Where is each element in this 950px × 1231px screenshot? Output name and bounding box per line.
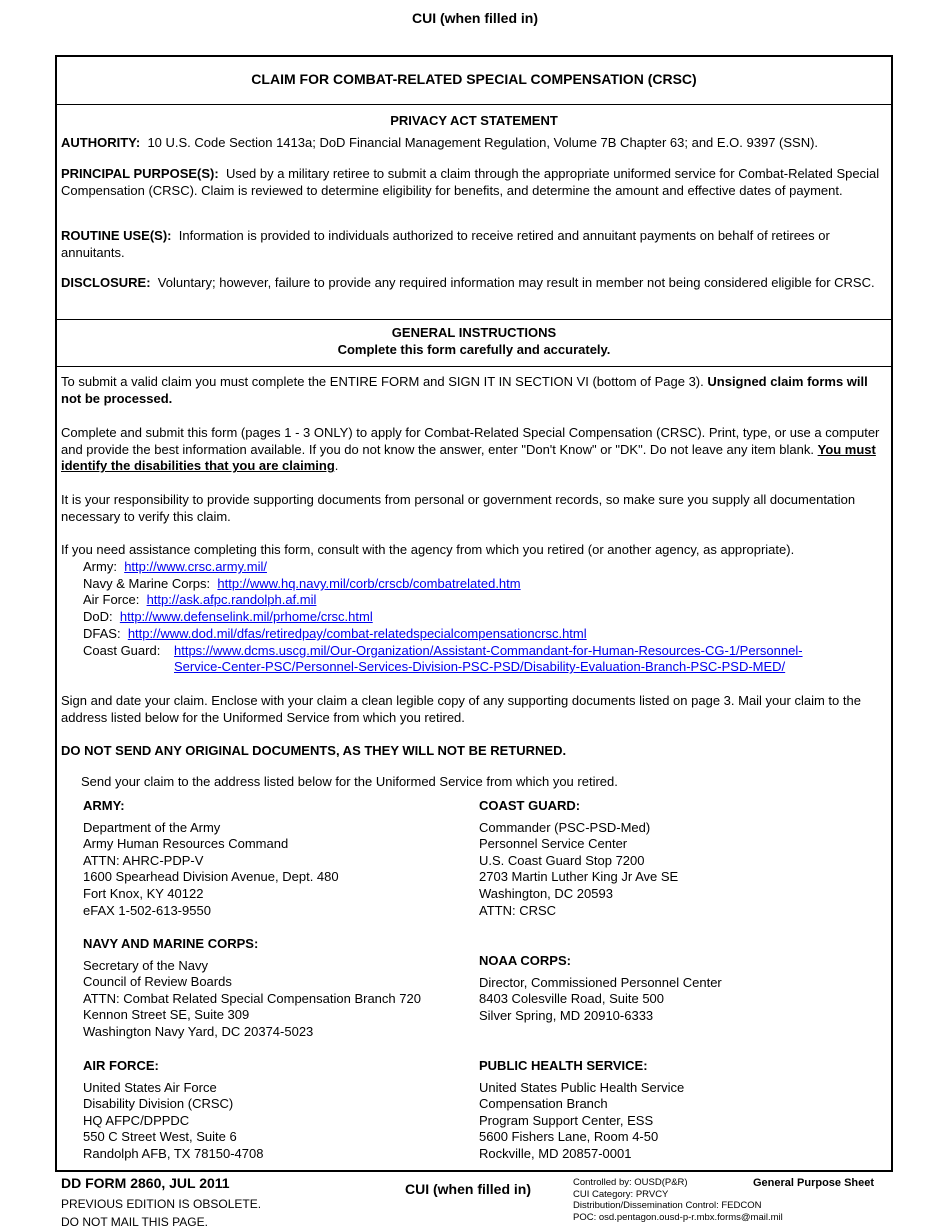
disclosure-label: DISCLOSURE: — [61, 275, 151, 290]
routine-text: Information is provided to individuals authorized to receive retired and annuitant payments on behalf of retirees or annuitants. — [61, 228, 830, 260]
coast-guard-line: U.S. Coast Guard Stop 7200 — [479, 852, 645, 868]
army-line: Fort Knox, KY 40122 — [83, 885, 204, 901]
general-purpose-label: General Purpose Sheet — [753, 1177, 875, 1189]
link-row-dfas — [83, 626, 587, 643]
army-address-block — [83, 798, 473, 919]
army-line: Army Human Resources Command — [83, 836, 289, 852]
obsolete-notice: PREVIOUS EDITION IS OBSOLETE. — [61, 1197, 262, 1211]
coast-guard-line: 2703 Martin Luther King Jr Ave SE — [479, 869, 679, 885]
link-label-navy: Navy & Marine Corps: — [83, 576, 211, 591]
navy-line: Secretary of the Navy — [83, 957, 208, 973]
navy-address-block — [83, 936, 473, 1041]
noaa-heading: NOAA CORPS: — [479, 953, 571, 968]
air-force-address-block — [83, 1058, 473, 1163]
instruction-p3: It is your responsibility to provide supporting documents from personal or government records, so make sure you supply all documentation necessary to verify this claim. — [61, 492, 856, 524]
air-force-line: HQ AFPC/DPPDC — [83, 1112, 190, 1128]
link-navy[interactable]: http://www.hq.navy.mil/corb/crscb/combatrelated.htm — [217, 576, 521, 591]
instruction-p2-text: Complete and submit this form (pages 1 - 3 ONLY) to apply for Combat-Related Special Compensation (CRSC). Print, type, or use a computer and provide the best information available. If you do not know the answer, enter "Don't Know" or "DK". Do not leave any item blank. — [61, 425, 880, 457]
form-frame — [55, 55, 893, 1172]
public-health-address-block — [479, 1058, 879, 1163]
link-row-air-force — [83, 592, 316, 609]
coast-guard-line: ATTN: CRSC — [479, 902, 557, 918]
divider — [57, 104, 891, 105]
coast-guard-line: Personnel Service Center — [479, 836, 628, 852]
disclosure-text: Voluntary; however, failure to provide any required information may result in member not being considered eligible for CRSC. — [157, 275, 875, 290]
noaa-line: 8403 Colesville Road, Suite 500 — [479, 991, 665, 1007]
noaa-address-block — [479, 953, 879, 1024]
army-line: ATTN: AHRC-PDP-V — [83, 852, 204, 868]
purpose-paragraph — [61, 166, 889, 199]
public-health-line: Compensation Branch — [479, 1096, 608, 1112]
noaa-line: Director, Commissioned Personnel Center — [479, 974, 722, 990]
navy-line: ATTN: Combat Related Special Compensation Branch 720 — [83, 990, 421, 1006]
cui-footer: CUI (when filled in) — [405, 1181, 531, 1197]
navy-heading: NAVY AND MARINE CORPS: — [83, 936, 259, 951]
public-health-heading: PUBLIC HEALTH SERVICE: — [479, 1058, 648, 1073]
divider — [57, 319, 891, 320]
instruction-p1-bold: Unsigned claim forms will not be processed. — [61, 374, 868, 406]
instructions-heading: GENERAL INSTRUCTIONS — [391, 325, 557, 340]
public-health-line: 5600 Fishers Lane, Room 4-50 — [479, 1129, 659, 1145]
link-label-dod: DoD: — [83, 609, 113, 624]
army-line: eFAX 1-502-613-9550 — [83, 902, 211, 918]
link-row-coast-guard — [83, 643, 160, 660]
coast-guard-address-block — [479, 798, 879, 919]
army-line: Department of the Army — [83, 819, 221, 835]
routine-label: ROUTINE USE(S): — [61, 228, 172, 243]
instruction-p2-underline: You must identify the disabilities that you are claiming — [61, 441, 876, 474]
instruction-p2-end: . — [334, 458, 339, 474]
air-force-line: 550 C Street West, Suite 6 — [83, 1129, 237, 1145]
purpose-text: Used by a military retiree to submit a claim through the appropriate uniformed service for Combat-Related Special Compensation (CRSC). Claim is reviewed to determine eligibility for benefits, and determine the amount and effective dates of payment. — [61, 166, 880, 198]
coast-guard-line: Commander (PSC-PSD-Med) — [479, 819, 651, 835]
instruction-p5: Sign and date your claim. Enclose with your claim a clean legible copy of any supporting documents listed on page 3. Mail your claim to the address listed below for the Uniformed Service from which you retired. — [61, 693, 861, 725]
divider — [57, 366, 891, 367]
army-line: 1600 Spearhead Division Avenue, Dept. 480 — [83, 869, 339, 885]
link-label-coast-guard: Coast Guard: — [83, 643, 161, 658]
link-coast-guard-line1[interactable]: https://www.dcms.uscg.mil/Our-Organization/Assistant-Commandant-for-Human-Resources-CG-1/Personnel- — [174, 643, 803, 658]
form-title: CLAIM FOR COMBAT-RELATED SPECIAL COMPENSATION (CRSC) — [251, 71, 697, 87]
link-row-army — [83, 559, 267, 576]
disclosure-paragraph — [61, 275, 889, 292]
purpose-label: PRINCIPAL PURPOSE(S): — [61, 166, 219, 181]
navy-line: Washington Navy Yard, DC 20374-5023 — [83, 1023, 314, 1039]
controlled-by: Controlled by: OUSD(P&R) — [573, 1177, 688, 1188]
link-row-navy — [83, 576, 521, 593]
send-to-instruction: Send your claim to the address listed below for the Uniformed Service from which you retired. — [81, 774, 618, 789]
link-dod[interactable]: http://www.defenselink.mil/prhome/crsc.html — [119, 609, 373, 624]
cui-category: CUI Category: PRVCY — [573, 1188, 669, 1200]
air-force-line: United States Air Force — [83, 1079, 217, 1095]
link-dfas[interactable]: http://www.dod.mil/dfas/retiredpay/combat-relatedspecialcompensationcrsc.html — [127, 626, 587, 641]
cui-header: CUI (when filled in) — [412, 10, 538, 26]
noaa-line: Silver Spring, MD 20910-6333 — [479, 1007, 654, 1023]
authority-paragraph — [61, 135, 889, 152]
original-documents-warning: DO NOT SEND ANY ORIGINAL DOCUMENTS, AS THEY WILL NOT BE RETURNED. — [61, 743, 567, 758]
form-identifier: DD FORM 2860, JUL 2011 — [61, 1175, 230, 1191]
instructions-subheading: Complete this form carefully and accurately. — [337, 342, 611, 357]
coast-guard-line: Washington, DC 20593 — [479, 885, 613, 901]
link-air-force[interactable]: http://ask.afpc.randolph.af.mil — [146, 592, 317, 607]
public-health-line: Rockville, MD 20857-0001 — [479, 1145, 632, 1161]
routine-paragraph — [61, 228, 889, 261]
navy-line: Council of Review Boards — [83, 974, 232, 990]
instruction-p4: If you need assistance completing this form, consult with the agency from which you retired (or another agency, as appropriate). — [61, 542, 795, 557]
link-coast-guard-line2[interactable]: Service-Center-PSC/Personnel-Services-Division-PSC-PSD/Disability-Evaluation-Branch-PSC-PSD-MED/ — [174, 659, 786, 674]
instruction-p1 — [61, 374, 889, 407]
coast-guard-heading: COAST GUARD: — [479, 798, 581, 813]
instruction-p2 — [61, 425, 889, 475]
do-not-mail-notice: DO NOT MAIL THIS PAGE. — [61, 1215, 208, 1229]
link-row-dod — [83, 609, 373, 626]
poc-email: POC: osd.pentagon.ousd-p-r.mbx.forms@mail.mil — [573, 1211, 783, 1223]
link-label-dfas: DFAS: — [83, 626, 121, 641]
control-markings — [573, 1177, 783, 1223]
instruction-p1-text: To submit a valid claim you must complete the ENTIRE FORM and SIGN IT IN SECTION VI (bottom of Page 3). — [61, 374, 704, 389]
link-label-air-force: Air Force: — [83, 592, 140, 607]
public-health-line: Program Support Center, ESS — [479, 1112, 654, 1128]
army-heading: ARMY: — [83, 798, 125, 813]
authority-text: 10 U.S. Code Section 1413a; DoD Financial Management Regulation, Volume 7B Chapter 63; and E.O. 9397 (SSN). — [147, 135, 819, 150]
navy-line: Kennon Street SE, Suite 309 — [83, 1007, 250, 1023]
air-force-line: Disability Division (CRSC) — [83, 1096, 234, 1112]
public-health-line: United States Public Health Service — [479, 1079, 685, 1095]
distribution-control: Distribution/Dissemination Control: FEDCON — [573, 1200, 762, 1211]
air-force-line: Randolph AFB, TX 78150-4708 — [83, 1145, 264, 1161]
air-force-heading: AIR FORCE: — [83, 1058, 159, 1073]
link-label-army: Army: — [83, 559, 117, 574]
authority-label: AUTHORITY: — [61, 135, 141, 150]
link-army[interactable]: http://www.crsc.army.mil/ — [124, 559, 267, 574]
privacy-heading: PRIVACY ACT STATEMENT — [390, 113, 558, 128]
